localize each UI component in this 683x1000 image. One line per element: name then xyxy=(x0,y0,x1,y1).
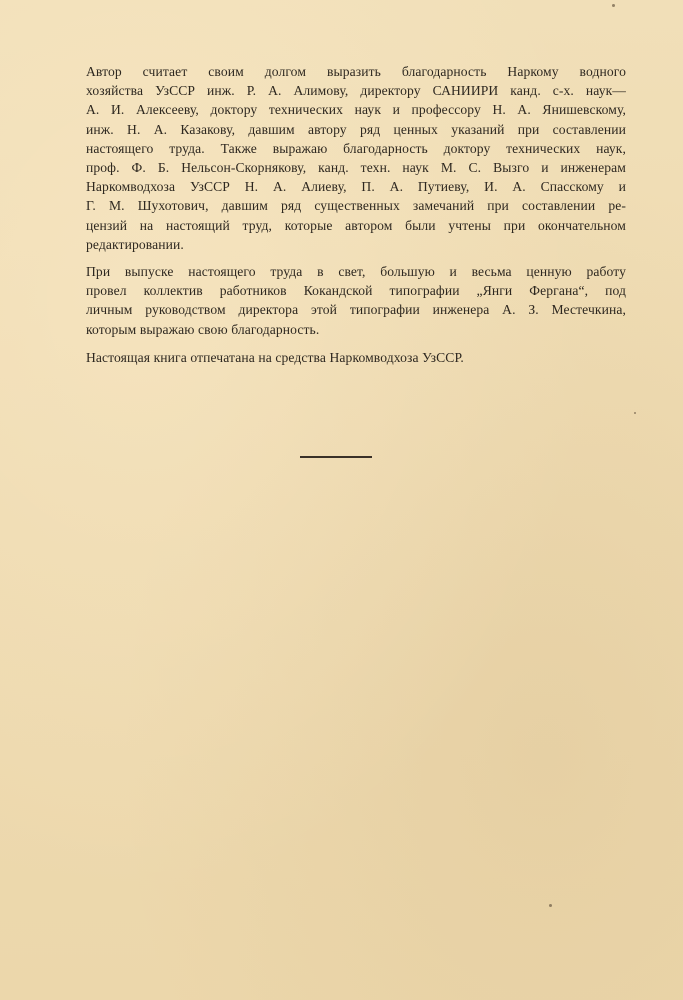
paragraph-acknowledgements xyxy=(86,62,626,254)
text-line: хозяйства УзССР инж. Р. А. Алимову, директору САНИИРИ канд. с-х. наук— xyxy=(86,83,626,99)
paper-speck xyxy=(612,4,615,7)
paragraph-funding xyxy=(86,348,626,367)
text-line: Настоящая книга отпечатана на средства Наркомводхоза УзССР. xyxy=(86,349,464,365)
paper-speck xyxy=(549,904,552,907)
text-line: настоящего труда. Также выражаю благодарность доктору технических наук, xyxy=(86,140,626,156)
section-divider xyxy=(300,456,372,458)
text-line: Автор считает своим долгом выразить благодарность Наркому водного xyxy=(86,64,626,79)
text-line: провел коллектив работников Кокандской типографии „Янги Фергана“, под xyxy=(86,283,626,299)
text-line: цензий на настоящий труд, которые автором были учтены при окончательном xyxy=(86,217,626,233)
paper-speck xyxy=(634,412,636,414)
paragraph-printing-house xyxy=(86,262,626,339)
text-line: которым выражаю свою благодарность. xyxy=(86,321,320,337)
text-line: А. И. Алексееву, доктору технических наук и профессору Н. А. Янишевскому, xyxy=(86,102,626,118)
acknowledgements-text xyxy=(86,62,626,367)
text-line: редактировании. xyxy=(86,236,184,252)
text-line: Наркомводхоза УзССР Н. А. Алиеву, П. А. Путиеву, И. А. Спасскому и xyxy=(86,179,626,195)
text-line: Г. М. Шухотович, давшим ряд существенных замечаний при составлении ре- xyxy=(86,198,626,214)
text-line: инж. Н. А. Казакову, давшим автору ряд ценных указаний при составлении xyxy=(86,121,626,137)
text-line: личным руководством директора этой типографии инженера А. З. Местечкина, xyxy=(86,302,626,318)
text-line: При выпуске настоящего труда в свет, большую и весьма ценную работу xyxy=(86,264,626,280)
text-line: проф. Ф. Б. Нельсон-Скорнякову, канд. техн. наук М. С. Вызго и инженерам xyxy=(86,160,626,176)
